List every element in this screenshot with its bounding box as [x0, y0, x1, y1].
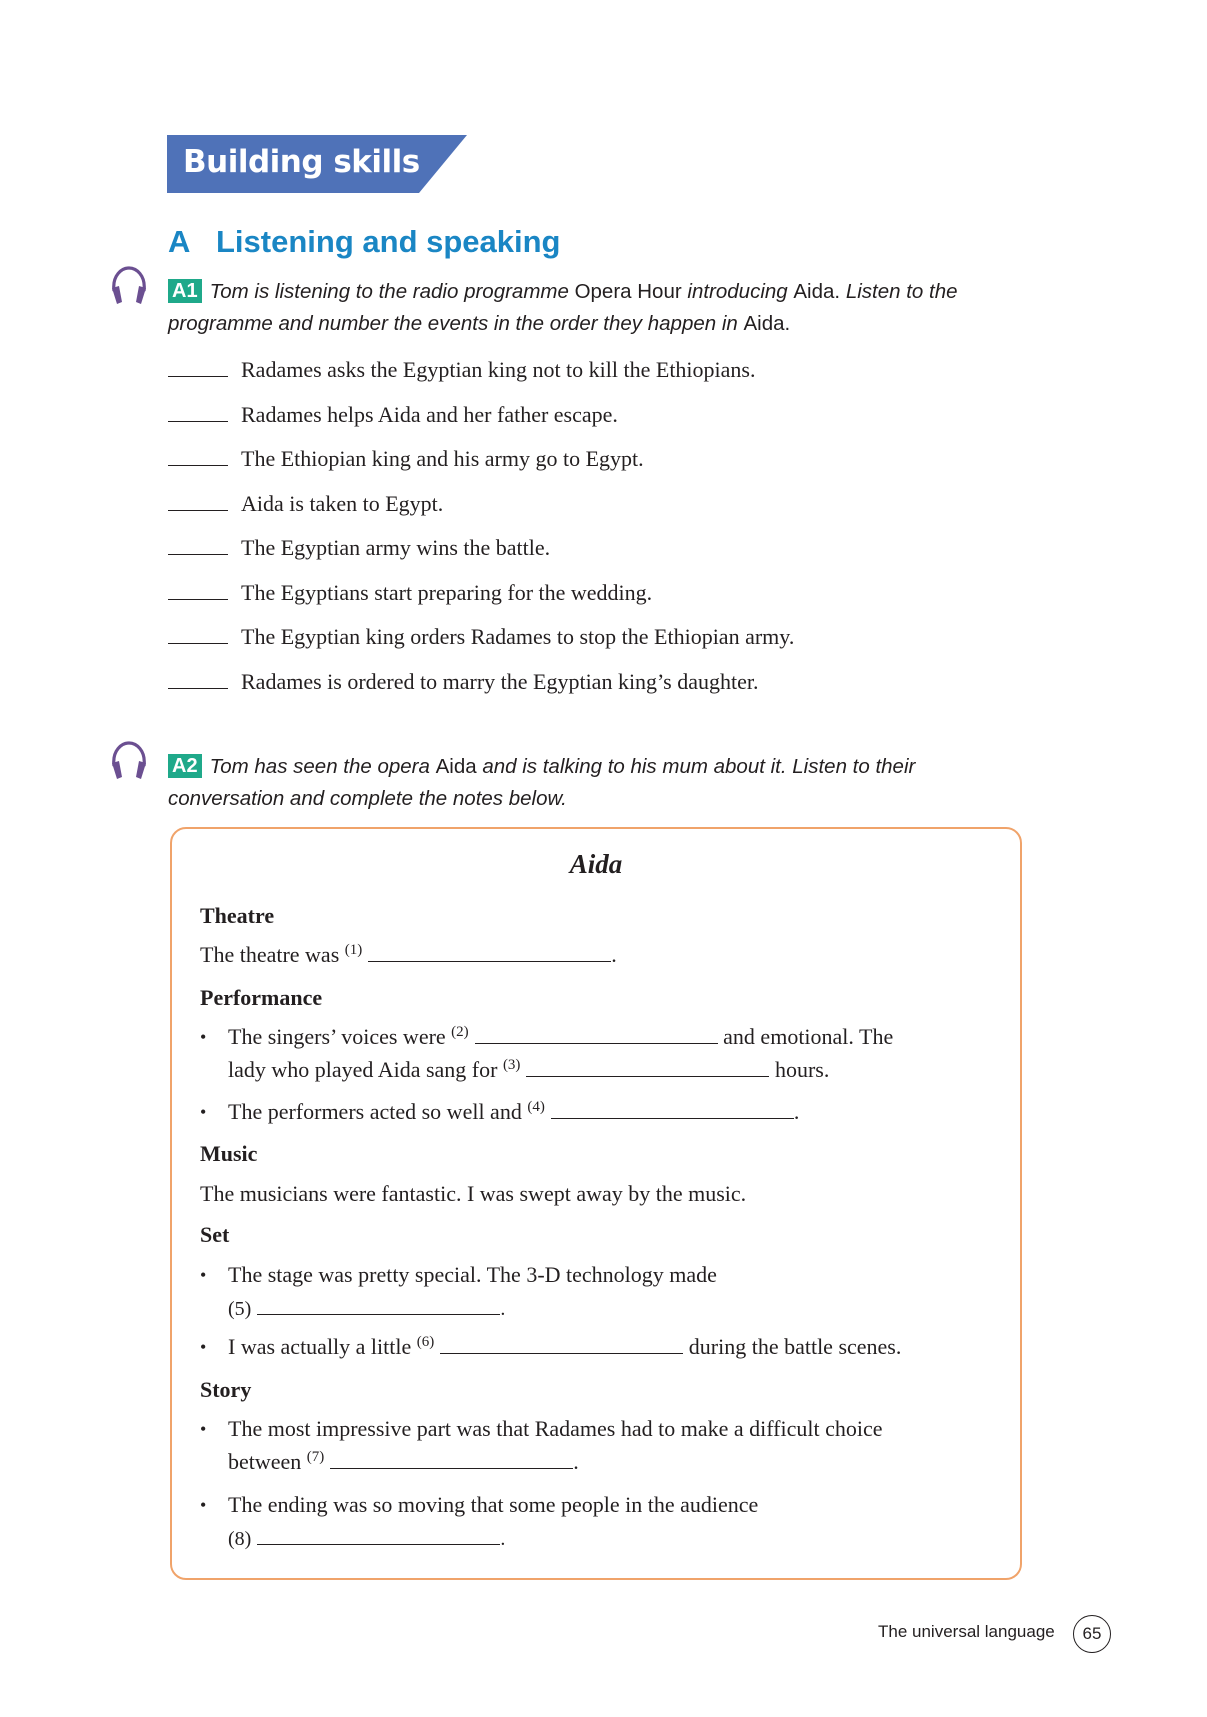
a2-instruction [168, 751, 948, 815]
order-blank[interactable] [168, 537, 228, 555]
performance-line-1 [228, 1024, 893, 1050]
bullet: • [200, 1419, 207, 1439]
note-text: hours. [774, 1057, 830, 1082]
chapter-title: The universal language [878, 1622, 1055, 1641]
gap-number: (5) [228, 1298, 252, 1320]
notes-title: Aida [569, 849, 623, 879]
answer-blank-4[interactable] [551, 1101, 794, 1119]
event-text: The Egyptian king orders Radames to stop the Ethiopian army. [241, 624, 795, 649]
order-blank[interactable] [168, 493, 228, 511]
opera-name: Aida [793, 280, 835, 303]
instruction-text: Tom has seen the opera [209, 755, 436, 778]
opera-name: Aida [435, 755, 477, 778]
list-item [168, 446, 988, 491]
gap-number: (4) [527, 1099, 545, 1115]
note-text: The performers acted so well and [228, 1099, 522, 1124]
answer-blank-3[interactable] [526, 1059, 769, 1077]
story-line-2 [228, 1449, 579, 1475]
note-text: . [500, 1298, 506, 1320]
answer-blank-5[interactable] [257, 1291, 500, 1315]
heading-performance: Performance [200, 985, 323, 1010]
bullet: • [200, 1027, 207, 1047]
instruction-text: Tom is listening to the radio programme [209, 280, 575, 303]
answer-blank-7[interactable] [330, 1451, 573, 1469]
gap-number: (7) [306, 1449, 325, 1465]
headphones-icon[interactable] [108, 740, 150, 782]
notes-box [170, 827, 1022, 1580]
note-text: The singers’ voices were [228, 1024, 446, 1049]
answer-blank-6[interactable] [440, 1336, 683, 1354]
note-text: . [611, 942, 617, 967]
order-blank[interactable] [168, 404, 228, 422]
list-item [168, 669, 988, 714]
gap-number: (3) [502, 1057, 521, 1073]
note-text: between [228, 1449, 302, 1474]
list-item [168, 357, 988, 402]
answer-blank-8[interactable] [257, 1521, 500, 1545]
list-item [168, 624, 988, 669]
story-line-4 [228, 1521, 505, 1551]
note-text: The theatre was [200, 942, 340, 967]
music-text: The musicians were fantastic. I was swept away by the music. [200, 1181, 747, 1206]
order-blank[interactable] [168, 582, 228, 600]
order-blank[interactable] [168, 626, 228, 644]
heading-music: Music [200, 1141, 258, 1166]
note-text: . [793, 1099, 800, 1124]
a1-instruction [168, 276, 1008, 340]
note-text: and emotional. The [723, 1024, 894, 1049]
note-text: . [500, 1528, 506, 1550]
bullet: • [200, 1102, 207, 1122]
event-text: Radames is ordered to marry the Egyptian king’s daughter. [241, 668, 759, 694]
event-text: Radames asks the Egyptian king not to kill the Ethiopians. [241, 357, 756, 382]
event-text: The Egyptian army wins the battle. [241, 535, 551, 560]
story-line-3: The ending was so moving that some people in the audience [228, 1492, 759, 1517]
instruction-text: introducing [681, 280, 794, 303]
heading-set: Set [200, 1222, 230, 1247]
answer-blank-2[interactable] [475, 1026, 718, 1044]
heading-story: Story [200, 1377, 252, 1402]
set-line-3 [228, 1334, 901, 1360]
headphones-icon[interactable] [108, 265, 150, 307]
building-skills-banner [167, 135, 467, 193]
gap-number: (1) [344, 942, 363, 958]
note-text: during the battle scenes. [688, 1334, 902, 1359]
list-item [168, 580, 988, 625]
bullet: • [200, 1495, 207, 1515]
note-text: . [573, 1449, 579, 1474]
bullet: • [200, 1265, 207, 1285]
answer-blank-1[interactable] [368, 944, 611, 962]
page-number: 65 [1073, 1615, 1111, 1653]
set-line-2 [228, 1291, 505, 1321]
opera-name: Aida [743, 312, 785, 335]
set-line-1: The stage was pretty special. The 3-D technology made [228, 1262, 717, 1287]
gap-number: (6) [416, 1334, 435, 1350]
a1-badge: A1 [168, 279, 202, 303]
note-text: I was actually a little [228, 1334, 412, 1359]
performance-line-2 [228, 1057, 829, 1083]
heading-theatre: Theatre [200, 903, 275, 928]
list-item [168, 402, 988, 447]
section-title: Listening and speaking [216, 224, 561, 259]
event-text: The Ethiopian king and his army go to Egypt. [241, 446, 644, 471]
section-letter: A [168, 224, 191, 259]
event-text: Aida is taken to Egypt. [241, 490, 444, 516]
list-item [168, 535, 988, 580]
story-line-1: The most impressive part was that Radames had to make a difficult choice [228, 1416, 883, 1441]
note-text: lady who played Aida sang for [228, 1057, 498, 1082]
programme-name: Opera Hour [574, 280, 682, 303]
a2-badge: A2 [168, 754, 202, 778]
instruction-text: . [834, 280, 846, 303]
instruction-text: Listen to the programme and number the events in the order they happen in [168, 280, 958, 335]
instruction-text: and is talking to his mum about it. Listen to their conversation and complete the notes below. [168, 755, 916, 810]
bullet: • [200, 1337, 207, 1357]
event-list [168, 357, 988, 713]
event-text: The Egyptians start preparing for the wedding. [241, 579, 653, 605]
order-blank[interactable] [168, 448, 228, 466]
order-blank[interactable] [168, 359, 228, 377]
list-item [168, 491, 988, 536]
gap-number: (8) [228, 1528, 252, 1550]
instruction-text: . [784, 312, 791, 335]
performance-line-3 [228, 1099, 799, 1125]
banner-title: Building skills [183, 144, 420, 180]
section-heading [168, 224, 561, 260]
theatre-line [200, 942, 617, 968]
order-blank[interactable] [168, 671, 228, 689]
gap-number: (2) [451, 1024, 469, 1040]
event-text: Radames helps Aida and her father escape. [241, 401, 618, 427]
